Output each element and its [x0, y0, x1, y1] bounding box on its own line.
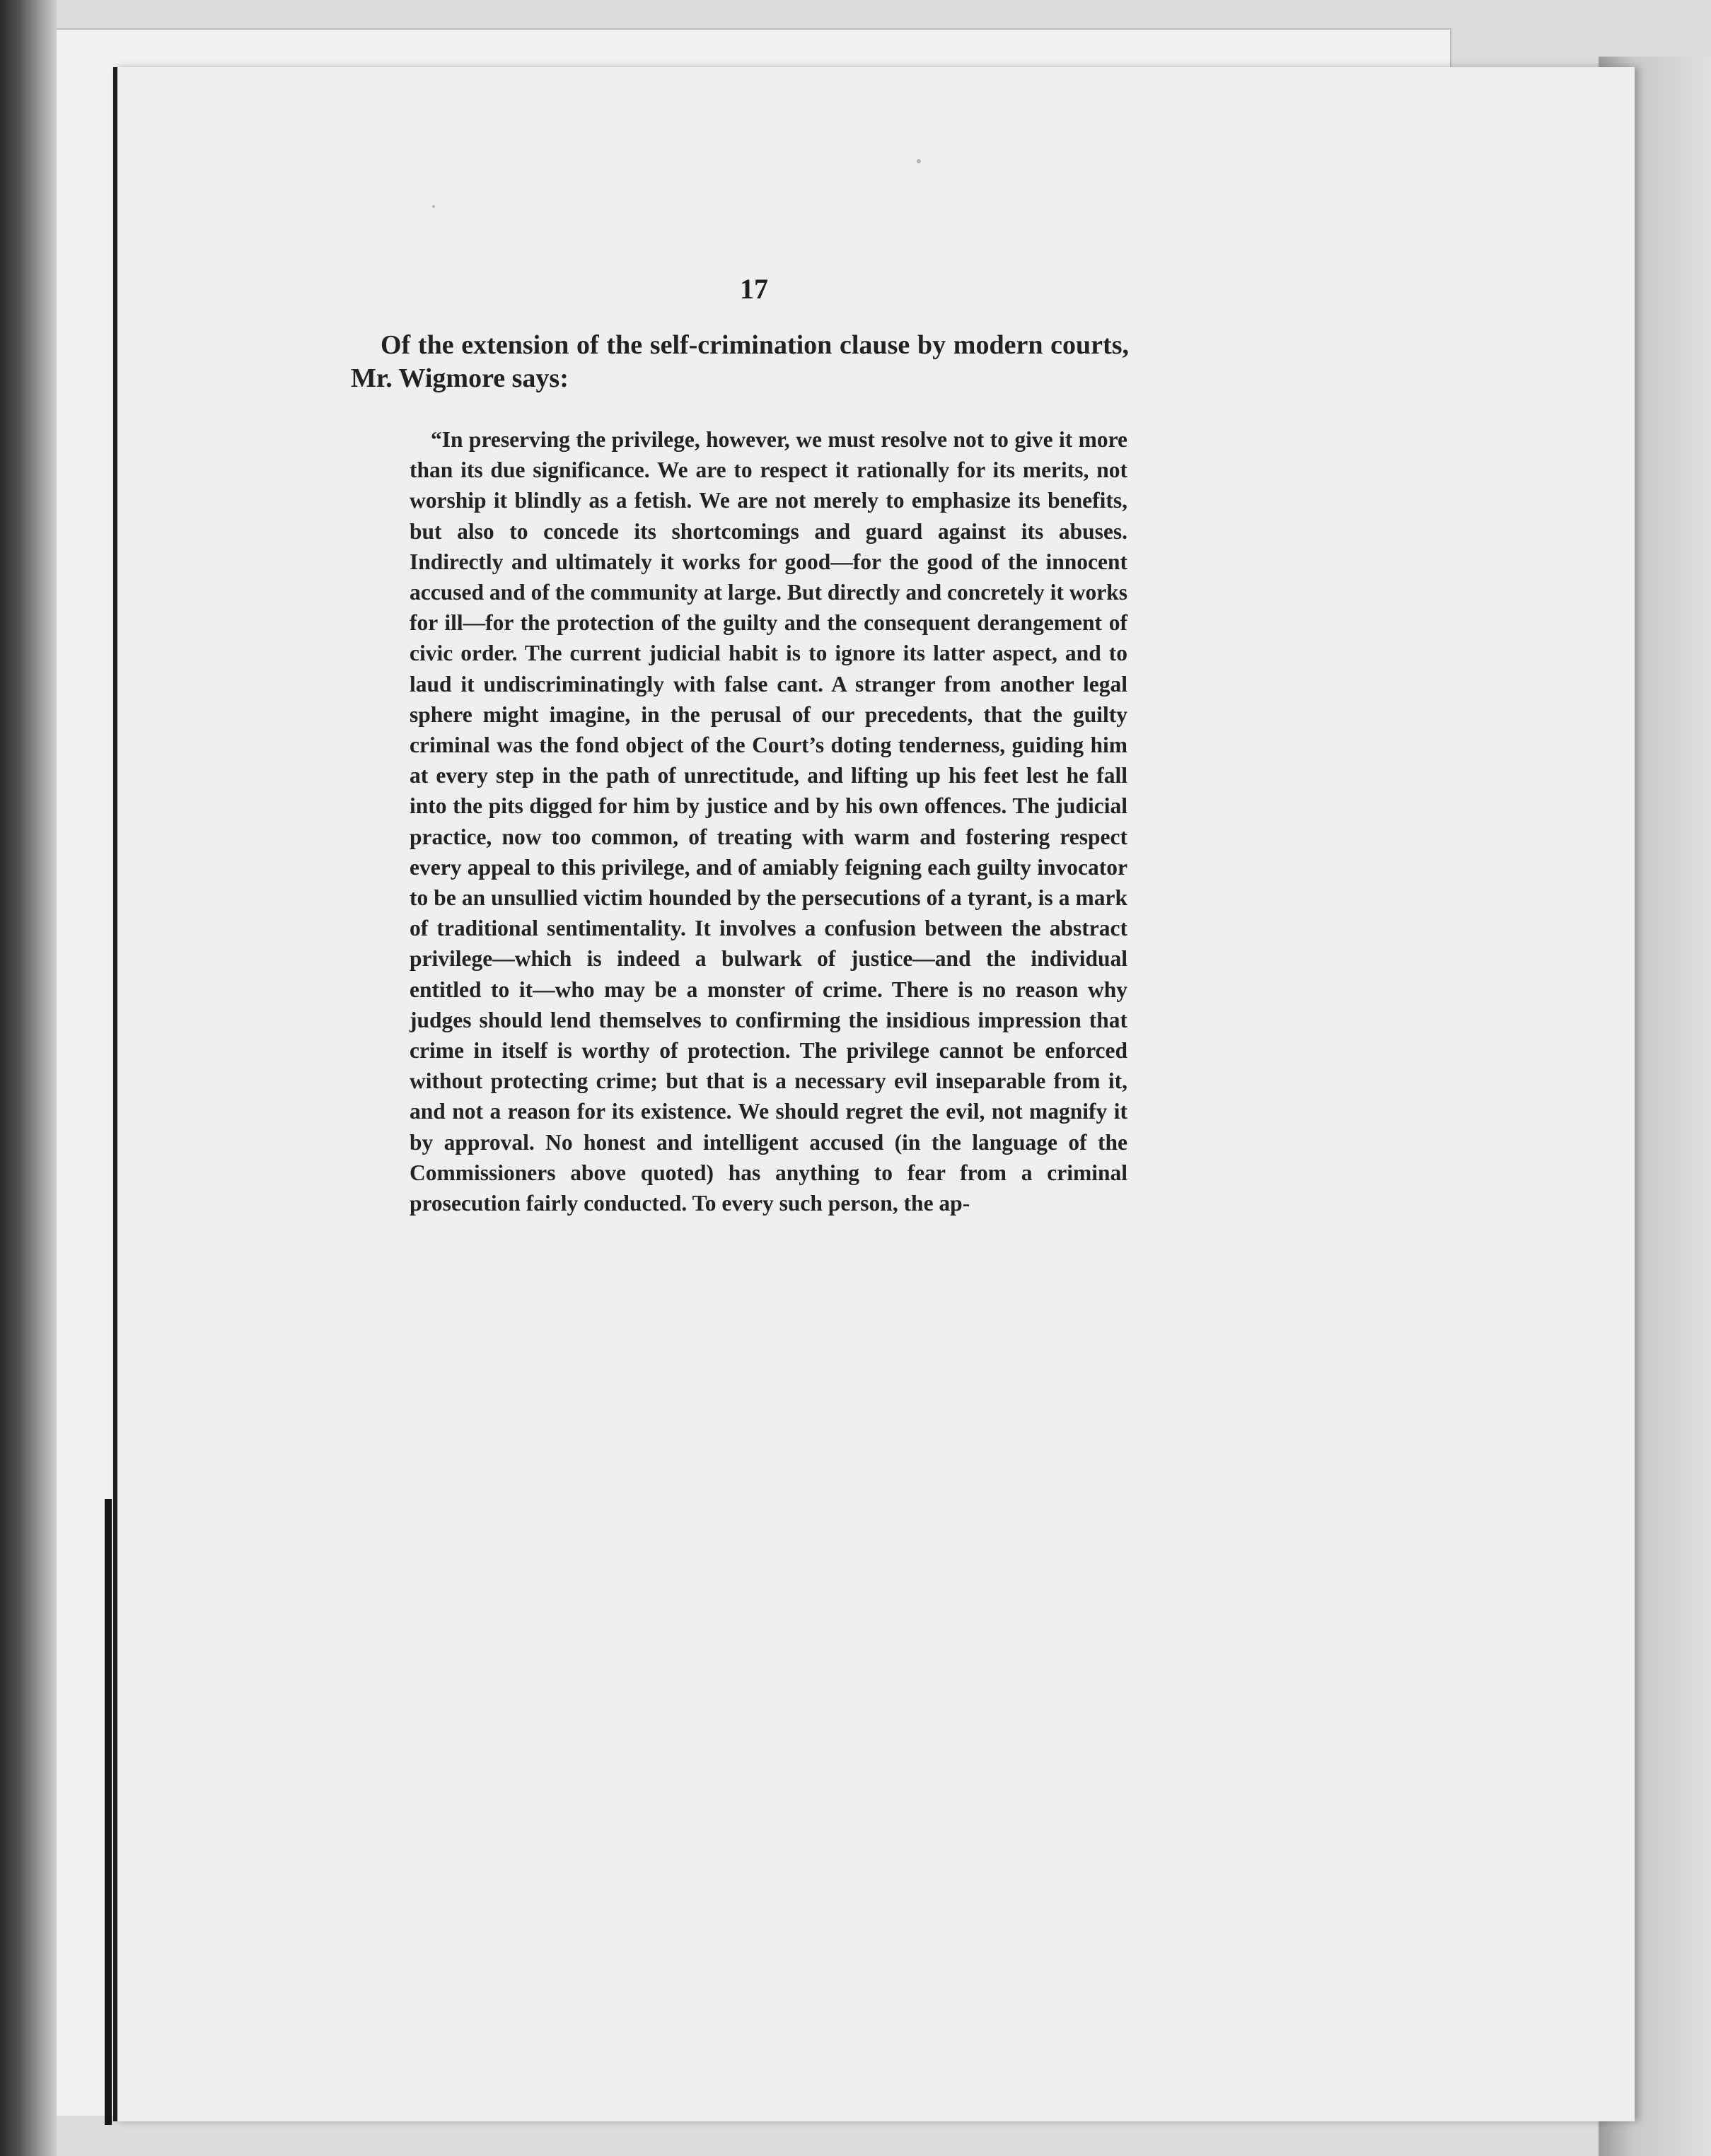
scan-left-shadow: [0, 0, 57, 2156]
intro-paragraph: Of the extension of the self-crimination clause by modern courts, Mr. Wigmore says:: [351, 330, 1129, 393]
scan-speck: [917, 159, 921, 163]
page-number: 17: [740, 273, 768, 305]
scan-speck: [432, 205, 435, 208]
document-page: [113, 67, 1635, 2121]
quoted-passage: “In preserving the privilege, however, we must resolve not to give it more than its due significance. We are to respect it rationally for its merits, not worship it blindly as a fetish. We are not merely to emphasize its benefits, but also to concede its shortcomings and guard against its abuses. Indirectly and ultimately it works for good—for the good of the innocent accused and of the community at large. But directly and concretely it works for ill—for the protection of the guilty and the consequent derangement of civic order. The current judicial habit is to ignore its latter aspect, and to laud it undiscriminatingly with false cant. A stranger from another legal sphere might imagine, in the perusal of our precedents, that the guilty criminal was the fond object of the Court’s doting tenderness, guiding him at every step in the path of unrectitude, and lifting up his feet lest he fall into the pits digged for him by justice and by his own offences. The judicial practice, now too common, of treating with warm and fostering respect every appeal to this privilege, and of amiably feigning each guilty invocator to be an unsullied victim hounded by the persecutions of a tyrant, is a mark of traditional sentimentality. It involves a confusion between the abstract privilege—which is indeed a bulwark of justice—and the individual entitled to it—who may be a monster of crime. There is no reason why judges should lend themselves to confirming the insidious impression that crime in itself is worthy of protection. The privilege cannot be enforced without protecting crime; but that is a necessary evil inseparable from it, and not a reason for its existence. We should regret the evil, not magnify it by approval. No honest and intelligent accused (in the language of the Commissioners above quoted) has anything to fear from a criminal prosecution fairly conducted. To every such person, the ap-: [410, 427, 1127, 1216]
binding-edge: [105, 1499, 112, 2125]
